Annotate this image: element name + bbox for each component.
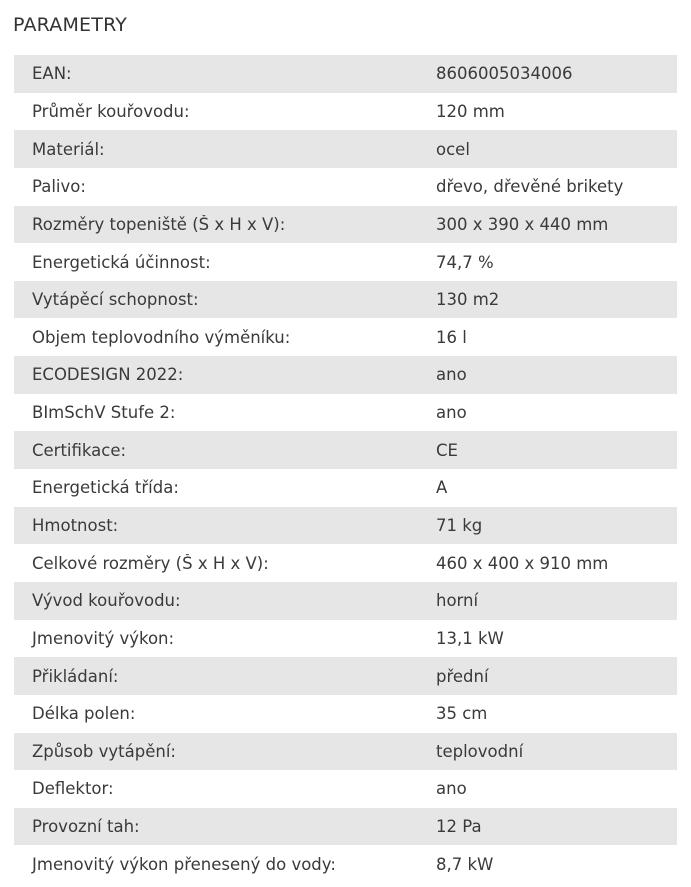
parameter-value: ocel: [436, 139, 470, 159]
parameter-label: Hmotnost:: [32, 516, 119, 535]
parameter-value: 120 mm: [436, 101, 505, 121]
table-row: [14, 582, 677, 620]
table-row: [14, 770, 677, 808]
table-row: [14, 130, 677, 168]
parameter-value: dřevo, dřevěné brikety: [436, 177, 624, 197]
parameter-value: přední: [436, 666, 489, 686]
parameter-label: Přikládaní:: [32, 666, 119, 686]
parameter-label: Certifikace:: [32, 440, 127, 460]
parameter-label: Průměr kouřovodu:: [32, 101, 190, 121]
parameter-value: 130 m2: [436, 290, 500, 310]
parameter-value: 12 Pa: [436, 817, 482, 837]
parameter-label: EAN:: [32, 64, 72, 84]
table-row: [14, 620, 677, 658]
parameter-label: Jmenovitý výkon:: [32, 628, 175, 648]
parameters-table: [14, 55, 677, 883]
parameter-value: ano: [436, 365, 467, 385]
parameter-label: ECODESIGN 2022:: [32, 365, 184, 385]
parameter-label: Délka polen:: [32, 704, 136, 724]
parameter-value: 300 x 390 x 440 mm: [436, 214, 609, 234]
section-heading: PARAMETRY: [13, 14, 128, 36]
parameter-label: Palivo:: [32, 177, 86, 197]
parameter-label: Energetická účinnost:: [32, 252, 211, 272]
parameter-value: horní: [436, 591, 479, 611]
table-row: [14, 55, 677, 93]
parameter-label: Deflektor:: [32, 779, 114, 799]
table-row: [14, 544, 677, 582]
parameter-value: 74,7 %: [436, 252, 494, 272]
parameter-label: Objem teplovodního výměníku:: [32, 327, 291, 347]
parameter-value: 35 cm: [436, 704, 488, 724]
table-row: [14, 733, 677, 771]
table-row: [14, 845, 677, 883]
table-row: [14, 394, 677, 432]
parameter-value: 8606005034006: [436, 64, 573, 84]
table-row: [14, 206, 677, 244]
parameter-label: Vytápěcí schopnost:: [32, 290, 199, 310]
parameter-value: 460 x 400 x 910 mm: [436, 553, 609, 573]
parameter-value: 13,1 kW: [436, 628, 504, 648]
parameter-label: BImSchV Stufe 2:: [32, 403, 176, 423]
parameter-value: teplovodní: [436, 741, 524, 761]
table-row: [14, 281, 677, 319]
parameter-value: 71 kg: [436, 516, 483, 535]
table-row: [14, 93, 677, 131]
parameter-label: Materiál:: [32, 139, 105, 159]
parameter-label: Celkové rozměry (Š x H x V):: [32, 553, 269, 573]
table-row: [14, 808, 677, 846]
table-row: [14, 507, 677, 545]
parameter-label: Způsob vytápění:: [32, 741, 176, 761]
parameter-value: CE: [436, 440, 458, 460]
parameter-label: Rozměry topeniště (Š x H x V):: [32, 214, 286, 234]
table-row: [14, 657, 677, 695]
table-row: [14, 356, 677, 394]
parameter-label: Jmenovitý výkon přenesený do vody:: [32, 854, 336, 874]
parameter-value: ano: [436, 403, 467, 423]
table-row: [14, 431, 677, 469]
parameter-label: Energetická třída:: [32, 478, 179, 498]
table-row: [14, 243, 677, 281]
parameter-value: 16 l: [436, 327, 467, 347]
parameter-value: 8,7 kW: [436, 854, 494, 874]
parameter-value: A: [436, 478, 448, 498]
parameter-label: Provozní tah:: [32, 817, 140, 837]
table-row: [14, 695, 677, 733]
table-row: [14, 318, 677, 356]
table-row: [14, 469, 677, 507]
parameter-label: Vývod kouřovodu:: [32, 591, 181, 611]
parameter-value: ano: [436, 779, 467, 799]
table-row: [14, 168, 677, 206]
